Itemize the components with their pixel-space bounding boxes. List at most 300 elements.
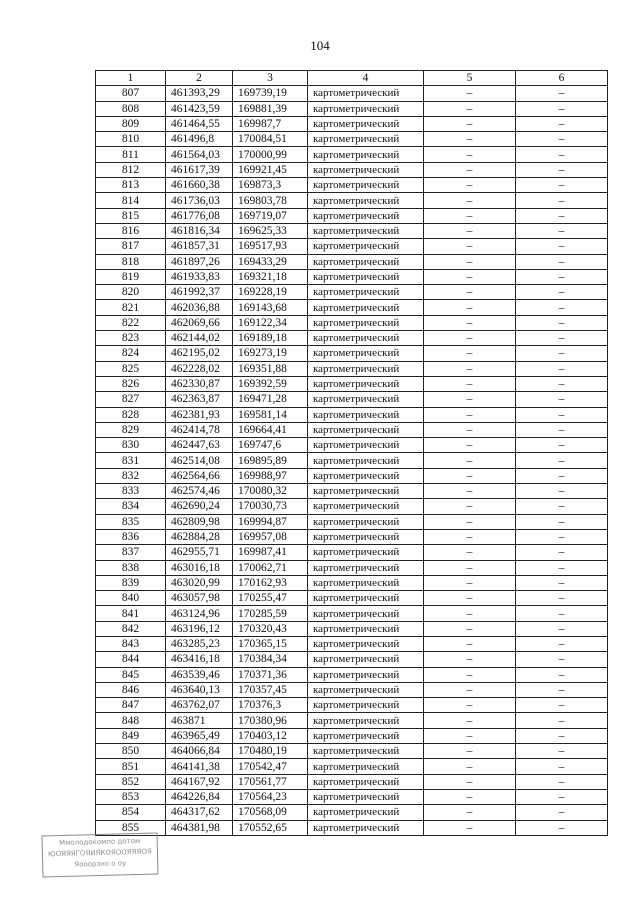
table-row [96,759,608,774]
x-coordinate-cell: 462564,66 [166,468,233,483]
column6-cell: – [516,805,608,820]
method-cell: картометрический [308,101,424,116]
point-number-cell: 842 [96,621,166,636]
method-cell: картометрический [308,698,424,713]
column5-cell: – [424,606,516,621]
y-coordinate-cell: 169921,45 [233,162,308,177]
table-row [96,86,608,101]
column5-cell: – [424,575,516,590]
table-row [96,499,608,514]
x-coordinate-cell: 462574,46 [166,484,233,499]
column6-cell: – [516,178,608,193]
x-coordinate-cell: 462809,98 [166,514,233,529]
column6-cell: – [516,529,608,544]
table-row [96,667,608,682]
column5-cell: – [424,713,516,728]
column5-cell: – [424,468,516,483]
column5-cell: – [424,178,516,193]
y-coordinate-cell: 170384,34 [233,652,308,667]
y-coordinate-cell: 169392,59 [233,376,308,391]
point-number-cell: 810 [96,132,166,147]
method-cell: картометрический [308,453,424,468]
column6-cell: – [516,606,608,621]
x-coordinate-cell: 464167,92 [166,774,233,789]
y-coordinate-cell: 170371,36 [233,667,308,682]
table-row [96,744,608,759]
point-number-cell: 844 [96,652,166,667]
column6-cell: – [516,239,608,254]
column6-cell: – [516,376,608,391]
method-cell: картометрический [308,667,424,682]
column5-cell: – [424,636,516,651]
column6-cell: – [516,453,608,468]
x-coordinate-cell: 461776,08 [166,208,233,223]
table-row [96,208,608,223]
table-row [96,331,608,346]
method-cell: картометрический [308,499,424,514]
x-coordinate-cell: 462447,63 [166,438,233,453]
table-row [96,514,608,529]
x-coordinate-cell: 461816,34 [166,223,233,238]
y-coordinate-cell: 169321,18 [233,269,308,284]
method-cell: картометрический [308,744,424,759]
x-coordinate-cell: 461464,55 [166,116,233,131]
x-coordinate-cell: 463762,07 [166,698,233,713]
x-coordinate-cell: 461992,37 [166,285,233,300]
column6-cell: – [516,346,608,361]
point-number-cell: 812 [96,162,166,177]
column5-cell: – [424,728,516,743]
column5-cell: – [424,499,516,514]
column6-cell: – [516,422,608,437]
column5-cell: – [424,315,516,330]
y-coordinate-cell: 170561,77 [233,774,308,789]
column6-cell: – [516,499,608,514]
table-row [96,376,608,391]
y-coordinate-cell: 170080,32 [233,484,308,499]
column5-cell: – [424,208,516,223]
x-coordinate-cell: 462036,88 [166,300,233,315]
column-header: 2 [166,71,233,86]
method-cell: картометрический [308,514,424,529]
method-cell: картометрический [308,591,424,606]
column6-cell: – [516,331,608,346]
column6-cell: – [516,744,608,759]
column5-cell: – [424,116,516,131]
column5-cell: – [424,759,516,774]
table-row [96,392,608,407]
point-number-cell: 825 [96,361,166,376]
y-coordinate-cell: 170568,09 [233,805,308,820]
column5-cell: – [424,789,516,804]
table-row [96,269,608,284]
method-cell: картометрический [308,789,424,804]
column-header: 5 [424,71,516,86]
x-coordinate-cell: 461496,8 [166,132,233,147]
column5-cell: – [424,331,516,346]
column5-cell: – [424,545,516,560]
y-coordinate-cell: 170320,43 [233,621,308,636]
point-number-cell: 840 [96,591,166,606]
x-coordinate-cell: 461423,59 [166,101,233,116]
y-coordinate-cell: 170365,15 [233,636,308,651]
point-number-cell: 846 [96,682,166,697]
y-coordinate-cell: 169581,14 [233,407,308,422]
table-row [96,453,608,468]
column5-cell: – [424,147,516,162]
point-number-cell: 839 [96,575,166,590]
point-number-cell: 815 [96,208,166,223]
y-coordinate-cell: 169719,07 [233,208,308,223]
point-number-cell: 848 [96,713,166,728]
point-number-cell: 838 [96,560,166,575]
x-coordinate-cell: 464066,84 [166,744,233,759]
y-coordinate-cell: 169994,87 [233,514,308,529]
column6-cell: – [516,300,608,315]
method-cell: картометрический [308,713,424,728]
method-cell: картометрический [308,575,424,590]
method-cell: картометрический [308,560,424,575]
method-cell: картометрический [308,269,424,284]
y-coordinate-cell: 169747,6 [233,438,308,453]
method-cell: картометрический [308,178,424,193]
point-number-cell: 829 [96,422,166,437]
x-coordinate-cell: 461393,29 [166,86,233,101]
point-number-cell: 816 [96,223,166,238]
column6-cell: – [516,86,608,101]
y-coordinate-cell: 169228,19 [233,285,308,300]
column6-cell: – [516,101,608,116]
table-row [96,147,608,162]
column5-cell: – [424,193,516,208]
table-row [96,132,608,147]
column-header: 6 [516,71,608,86]
method-cell: картометрический [308,682,424,697]
column5-cell: – [424,162,516,177]
method-cell: картометрический [308,621,424,636]
y-coordinate-cell: 169664,41 [233,422,308,437]
point-number-cell: 837 [96,545,166,560]
y-coordinate-cell: 170285,59 [233,606,308,621]
column6-cell: – [516,438,608,453]
y-coordinate-cell: 169471,28 [233,392,308,407]
point-number-cell: 845 [96,667,166,682]
y-coordinate-cell: 169957,08 [233,529,308,544]
column5-cell: – [424,667,516,682]
column5-cell: – [424,392,516,407]
point-number-cell: 847 [96,698,166,713]
column6-cell: – [516,789,608,804]
column5-cell: – [424,698,516,713]
y-coordinate-cell: 170380,96 [233,713,308,728]
method-cell: картометрический [308,376,424,391]
column5-cell: – [424,514,516,529]
table-row [96,178,608,193]
column5-cell: – [424,805,516,820]
method-cell: картометрический [308,147,424,162]
point-number-cell: 823 [96,331,166,346]
column6-cell: – [516,315,608,330]
table-row [96,438,608,453]
x-coordinate-cell: 462514,08 [166,453,233,468]
table-row [96,728,608,743]
method-cell: картометрический [308,529,424,544]
y-coordinate-cell: 170564,23 [233,789,308,804]
point-number-cell: 813 [96,178,166,193]
point-number-cell: 843 [96,636,166,651]
point-number-cell: 835 [96,514,166,529]
y-coordinate-cell: 169803,78 [233,193,308,208]
column-header: 1 [96,71,166,86]
x-coordinate-cell: 462884,28 [166,529,233,544]
x-coordinate-cell: 464226,84 [166,789,233,804]
method-cell: картометрический [308,438,424,453]
y-coordinate-cell: 169625,33 [233,223,308,238]
y-coordinate-cell: 169895,89 [233,453,308,468]
method-cell: картометрический [308,392,424,407]
table-row [96,407,608,422]
y-coordinate-cell: 170403,12 [233,728,308,743]
x-coordinate-cell: 462228,02 [166,361,233,376]
x-coordinate-cell: 463057,98 [166,591,233,606]
method-cell: картометрический [308,407,424,422]
y-coordinate-cell: 170480,19 [233,744,308,759]
point-number-cell: 852 [96,774,166,789]
x-coordinate-cell: 461857,31 [166,239,233,254]
y-coordinate-cell: 169987,7 [233,116,308,131]
column5-cell: – [424,560,516,575]
column6-cell: – [516,407,608,422]
table-row [96,820,608,835]
x-coordinate-cell: 461897,26 [166,254,233,269]
point-number-cell: 826 [96,376,166,391]
table-row [96,682,608,697]
column5-cell: – [424,285,516,300]
x-coordinate-cell: 464141,38 [166,759,233,774]
y-coordinate-cell: 170084,51 [233,132,308,147]
column5-cell: – [424,484,516,499]
table-row [96,254,608,269]
method-cell: картометрический [308,820,424,835]
y-coordinate-cell: 169873,3 [233,178,308,193]
column6-cell: – [516,361,608,376]
table-row [96,575,608,590]
method-cell: картометрический [308,484,424,499]
column5-cell: – [424,529,516,544]
point-number-cell: 819 [96,269,166,284]
point-number-cell: 834 [96,499,166,514]
column5-cell: – [424,101,516,116]
point-number-cell: 814 [96,193,166,208]
point-number-cell: 817 [96,239,166,254]
table-row [96,162,608,177]
point-number-cell: 831 [96,453,166,468]
column5-cell: – [424,239,516,254]
method-cell: картометрический [308,606,424,621]
table-row [96,789,608,804]
point-number-cell: 851 [96,759,166,774]
column6-cell: – [516,514,608,529]
y-coordinate-cell: 169351,88 [233,361,308,376]
column6-cell: – [516,575,608,590]
method-cell: картометрический [308,652,424,667]
table-row [96,422,608,437]
column6-cell: – [516,208,608,223]
column6-cell: – [516,223,608,238]
table-row [96,774,608,789]
table-row [96,300,608,315]
point-number-cell: 828 [96,407,166,422]
table-row [96,315,608,330]
column6-cell: – [516,147,608,162]
method-cell: картометрический [308,346,424,361]
table-row [96,223,608,238]
column5-cell: – [424,223,516,238]
method-cell: картометрический [308,239,424,254]
x-coordinate-cell: 462069,66 [166,315,233,330]
table-header-row [96,71,608,86]
x-coordinate-cell: 464381,98 [166,820,233,835]
column6-cell: – [516,820,608,835]
x-coordinate-cell: 461617,39 [166,162,233,177]
table-row [96,484,608,499]
table-row [96,529,608,544]
point-number-cell: 808 [96,101,166,116]
column5-cell: – [424,453,516,468]
column-header: 3 [233,71,308,86]
column5-cell: – [424,744,516,759]
column5-cell: – [424,346,516,361]
x-coordinate-cell: 462414,78 [166,422,233,437]
column5-cell: – [424,254,516,269]
column6-cell: – [516,269,608,284]
x-coordinate-cell: 463965,49 [166,728,233,743]
x-coordinate-cell: 462690,24 [166,499,233,514]
point-number-cell: 849 [96,728,166,743]
table-row [96,116,608,131]
method-cell: картометрический [308,759,424,774]
x-coordinate-cell: 463539,46 [166,667,233,682]
x-coordinate-cell: 463871 [166,713,233,728]
y-coordinate-cell: 169517,93 [233,239,308,254]
column6-cell: – [516,545,608,560]
point-number-cell: 830 [96,438,166,453]
method-cell: картометрический [308,331,424,346]
column5-cell: – [424,361,516,376]
y-coordinate-cell: 169881,39 [233,101,308,116]
x-coordinate-cell: 462955,71 [166,545,233,560]
point-number-cell: 855 [96,820,166,835]
point-number-cell: 832 [96,468,166,483]
y-coordinate-cell: 169143,68 [233,300,308,315]
method-cell: картометрический [308,774,424,789]
column6-cell: – [516,698,608,713]
column6-cell: – [516,162,608,177]
point-number-cell: 833 [96,484,166,499]
column5-cell: – [424,591,516,606]
column5-cell: – [424,376,516,391]
table-row [96,239,608,254]
column6-cell: – [516,392,608,407]
column6-cell: – [516,132,608,147]
x-coordinate-cell: 463416,18 [166,652,233,667]
method-cell: картометрический [308,86,424,101]
x-coordinate-cell: 462363,87 [166,392,233,407]
point-number-cell: 854 [96,805,166,820]
x-coordinate-cell: 462330,87 [166,376,233,391]
method-cell: картометрический [308,285,424,300]
table-row [96,713,608,728]
column5-cell: – [424,820,516,835]
column6-cell: – [516,116,608,131]
point-number-cell: 811 [96,147,166,162]
column5-cell: – [424,86,516,101]
column6-cell: – [516,636,608,651]
x-coordinate-cell: 464317,62 [166,805,233,820]
certification-stamp: Ммолодокомпо дотом ЮОЯЯЯГОЯИЯКОЯООЯЯЯОЯ Яооорзно о оу [41,832,158,877]
point-number-cell: 809 [96,116,166,131]
column6-cell: – [516,713,608,728]
column6-cell: – [516,254,608,269]
method-cell: картометрический [308,422,424,437]
point-number-cell: 853 [96,789,166,804]
column6-cell: – [516,759,608,774]
point-number-cell: 820 [96,285,166,300]
column6-cell: – [516,621,608,636]
table-row [96,698,608,713]
column5-cell: – [424,422,516,437]
y-coordinate-cell: 169122,34 [233,315,308,330]
column5-cell: – [424,438,516,453]
x-coordinate-cell: 463285,23 [166,636,233,651]
x-coordinate-cell: 461933,83 [166,269,233,284]
point-number-cell: 821 [96,300,166,315]
y-coordinate-cell: 170255,47 [233,591,308,606]
column6-cell: – [516,652,608,667]
method-cell: картометрический [308,468,424,483]
column6-cell: – [516,484,608,499]
table-row [96,652,608,667]
y-coordinate-cell: 170030,73 [233,499,308,514]
column6-cell: – [516,560,608,575]
y-coordinate-cell: 170552,65 [233,820,308,835]
column6-cell: – [516,285,608,300]
x-coordinate-cell: 463016,18 [166,560,233,575]
column5-cell: – [424,621,516,636]
column6-cell: – [516,667,608,682]
method-cell: картометрический [308,116,424,131]
table-row [96,636,608,651]
x-coordinate-cell: 461660,38 [166,178,233,193]
point-number-cell: 818 [96,254,166,269]
column5-cell: – [424,407,516,422]
column6-cell: – [516,591,608,606]
column6-cell: – [516,774,608,789]
y-coordinate-cell: 170542,47 [233,759,308,774]
method-cell: картометрический [308,728,424,743]
y-coordinate-cell: 169739,19 [233,86,308,101]
column6-cell: – [516,682,608,697]
method-cell: картометрический [308,636,424,651]
x-coordinate-cell: 461736,03 [166,193,233,208]
column5-cell: – [424,682,516,697]
column6-cell: – [516,193,608,208]
y-coordinate-cell: 169273,19 [233,346,308,361]
x-coordinate-cell: 461564,03 [166,147,233,162]
table-row [96,361,608,376]
method-cell: картометрический [308,162,424,177]
y-coordinate-cell: 170357,45 [233,682,308,697]
